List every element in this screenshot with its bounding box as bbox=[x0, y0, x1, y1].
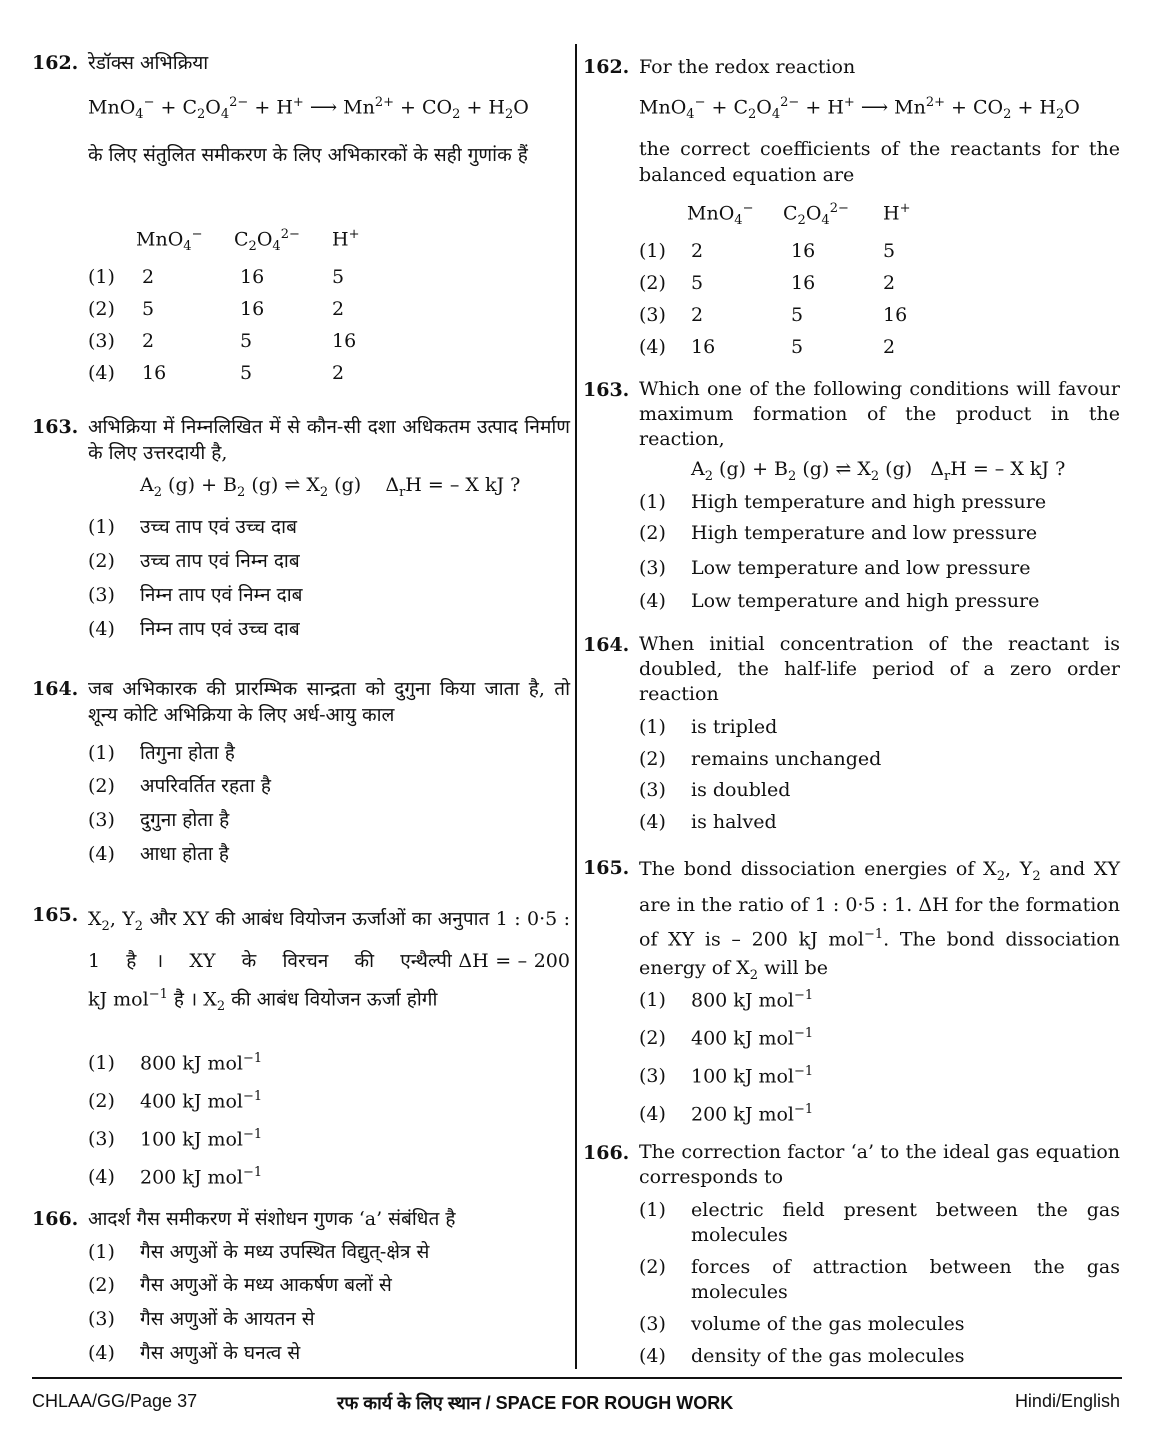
option-1[interactable]: (1) गैस अणुओं के मध्य उपस्थित विद्युत्-क्षेत्र से bbox=[88, 1241, 430, 1263]
question-163-hindi bbox=[32, 414, 570, 640]
equilibrium-equation: $A_2$ $(g) + B_2$ (g) ⇌ $X_2$ (g) $\Delta_rH$ = – X kJ ? bbox=[691, 458, 1066, 484]
option-4[interactable]: (4) गैस अणुओं के घनत्व से bbox=[88, 1342, 301, 1364]
question-166-hindi bbox=[32, 1206, 570, 1364]
option-2-label[interactable]: (2) bbox=[639, 272, 666, 294]
column-divider bbox=[575, 44, 577, 1369]
option-4[interactable]: (4) 200 kJ mol$^{-1}$ bbox=[639, 1102, 814, 1126]
coefficient-cell: 5 bbox=[691, 272, 704, 294]
option-1[interactable]: (1) 800 kJ mol$^{-1}$ bbox=[88, 1051, 263, 1075]
option-4[interactable]: (4) निम्न ताप एवं उच्च दाब bbox=[88, 618, 300, 640]
coefficient-cell: 5 bbox=[332, 266, 345, 288]
option-3[interactable]: (3) is doubled bbox=[639, 779, 791, 801]
question-number: 163. bbox=[32, 416, 79, 438]
question-stem: When initial concentration of the reactant is doubled, the half-life period of a zero order reaction bbox=[639, 633, 1120, 705]
question-162-english bbox=[583, 54, 1120, 358]
coefficient-cell: 2 bbox=[142, 266, 155, 288]
language-label: Hindi/English bbox=[1014, 1391, 1120, 1411]
question-166-english bbox=[583, 1140, 1120, 1369]
option-4-label[interactable]: (4) bbox=[88, 362, 115, 384]
option-2[interactable]: (2) High temperature and low pressure bbox=[639, 522, 1038, 544]
option-3[interactable]: (3) volume of the gas molecules bbox=[639, 1313, 965, 1335]
question-stem: The correction factor ‘a’ to the ideal gas equation corresponds to bbox=[639, 1141, 1120, 1188]
question-stem: The bond dissociation energies of $X_2$, $Y_2$ and XY are in the ratio of 1 : 0·5 : 1. ΔH for the formation of XY is – 200 kJ mol$^{-1}$. The bond dissociation energy of $X_2$ will be bbox=[639, 858, 1120, 983]
coefficient-cell: 16 bbox=[791, 240, 816, 262]
question-number: 164. bbox=[32, 678, 79, 700]
question-number: 165. bbox=[583, 857, 630, 879]
question-stem: जब अभिकारक की प्रारम्भिक सान्द्रता को दुगुना किया जाता है, तो शून्य कोटि अभिक्रिया के लिए अर्ध-आयु काल bbox=[88, 678, 570, 726]
coefficient-cell: 16 bbox=[240, 266, 265, 288]
coefficient-cell: 5 bbox=[240, 330, 253, 352]
question-stem: For the redox reaction bbox=[639, 56, 856, 78]
option-2[interactable]: (2) गैस अणुओं के मध्य आकर्षण बलों से bbox=[88, 1274, 392, 1296]
page-code: CHLAA/GG/Page 37 bbox=[32, 1391, 198, 1411]
option-2[interactable]: (2) अपरिवर्तित रहता है bbox=[88, 775, 271, 797]
col-header-mno4: MnO$_4$− bbox=[687, 201, 754, 229]
coefficient-cell: 2 bbox=[142, 330, 155, 352]
options-list bbox=[639, 1198, 1120, 1369]
question-number: 163. bbox=[583, 379, 630, 401]
coefficient-cell: 2 bbox=[883, 336, 896, 358]
question-stem: Which one of the following conditions will favour maximum formation of the product in the reaction, bbox=[639, 378, 1120, 450]
question-number: 162. bbox=[32, 52, 79, 74]
question-number: 165. bbox=[32, 904, 79, 926]
option-3[interactable]: (3) 100 kJ mol$^{-1}$ bbox=[639, 1064, 814, 1088]
option-1-label[interactable]: (1) bbox=[88, 266, 115, 288]
option-2-label[interactable]: (2) bbox=[88, 298, 115, 320]
option-3-label[interactable]: (3) bbox=[88, 330, 115, 352]
equilibrium-equation: $A_2$ $(g) + B_2$ (g) ⇌ $X_2$ (g) $\Delta_rH$ = – X kJ ? bbox=[140, 474, 521, 500]
question-stem-continued: the correct coefficients of the reactants for the balanced equation are bbox=[639, 138, 1120, 187]
question-163-english bbox=[583, 377, 1120, 612]
col-header-h: H+ bbox=[883, 201, 911, 225]
col-header-h: H+ bbox=[332, 227, 360, 251]
col-header-c2o4: $C_2O_4^{2-}$ bbox=[234, 227, 300, 255]
question-164-english bbox=[583, 632, 1120, 833]
question-number: 166. bbox=[583, 1142, 630, 1164]
option-3-label[interactable]: (3) bbox=[639, 304, 666, 326]
option-3[interactable]: (3) 100 kJ mol$^{-1}$ bbox=[88, 1127, 263, 1151]
question-stem: रेडॉक्स अभिक्रिया bbox=[88, 52, 209, 74]
col-header-c2o4: $C_2O_4^{2-}$ bbox=[783, 201, 849, 229]
option-1[interactable]: (1) electric field present between the gas molecules bbox=[639, 1199, 1120, 1246]
option-2[interactable]: (2) उच्च ताप एवं निम्न दाब bbox=[88, 550, 300, 572]
question-stem: आदर्श गैस समीकरण में संशोधन गुणक ‘a’ संबंधित है bbox=[88, 1208, 456, 1230]
coefficient-cell: 2 bbox=[691, 304, 704, 326]
option-3[interactable]: (3) दुगुना होता है bbox=[88, 809, 230, 831]
coefficient-cell: 16 bbox=[691, 336, 716, 358]
coefficient-cell: 5 bbox=[883, 240, 896, 262]
option-2[interactable]: (2) 400 kJ mol$^{-1}$ bbox=[639, 1026, 814, 1050]
question-165-hindi bbox=[32, 902, 570, 1189]
option-1[interactable]: (1) 800 kJ mol$^{-1}$ bbox=[639, 988, 814, 1012]
coefficient-cell: 5 bbox=[142, 298, 155, 320]
option-4[interactable]: (4) 200 kJ mol$^{-1}$ bbox=[88, 1165, 263, 1189]
coefficient-cell: 16 bbox=[883, 304, 908, 326]
option-4[interactable]: (4) आधा होता है bbox=[88, 843, 229, 865]
question-164-hindi bbox=[32, 676, 570, 865]
option-3[interactable]: (3) गैस अणुओं के आयतन से bbox=[88, 1308, 315, 1330]
redox-equation: $MnO_4^- + C_2O_4^{2-} + H^+$ ⟶ $Mn^{2+} + CO_2 + H_2O$ bbox=[88, 95, 529, 123]
question-number: 164. bbox=[583, 634, 630, 656]
option-2[interactable]: (2) remains unchanged bbox=[639, 748, 882, 770]
option-4-label[interactable]: (4) bbox=[639, 336, 666, 358]
option-2[interactable]: (2) 400 kJ mol$^{-1}$ bbox=[88, 1089, 263, 1113]
question-165-english bbox=[583, 855, 1120, 1126]
coefficient-cell: 16 bbox=[240, 298, 265, 320]
page-footer bbox=[0, 1377, 1152, 1445]
question-stem: $X_2$, $Y_2$ और XY की आबंध वियोजन ऊर्जाओं का अनुपात 1 : 0·5 : 1 है । XY के विरचन की एन्थैल्पी ΔH = – 200 kJ mol$^{-1}$ है । $X_2$ की आबंध वियोजन ऊर्जा होगी bbox=[88, 908, 570, 1014]
option-4[interactable]: (4) is halved bbox=[639, 811, 777, 833]
col-header-mno4: MnO$_4$− bbox=[136, 227, 203, 255]
option-1[interactable]: (1) High temperature and high pressure bbox=[639, 491, 1047, 513]
coefficient-cell: 5 bbox=[240, 362, 253, 384]
question-stem: अभिक्रिया में निम्नलिखित में से कौन-सी दशा अधिकतम उत्पाद निर्माण के लिए उत्तरदायी है, bbox=[88, 416, 570, 464]
option-1-label[interactable]: (1) bbox=[639, 240, 666, 262]
question-number: 166. bbox=[32, 1208, 79, 1230]
option-4[interactable]: (4) density of the gas molecules bbox=[639, 1345, 965, 1367]
question-162-hindi bbox=[32, 50, 570, 390]
option-4[interactable]: (4) Low temperature and high pressure bbox=[639, 590, 1040, 612]
option-1[interactable]: (1) उच्च ताप एवं उच्च दाब bbox=[88, 516, 297, 538]
option-3[interactable]: (3) निम्न ताप एवं निम्न दाब bbox=[88, 584, 303, 606]
coefficient-cell: 5 bbox=[791, 304, 804, 326]
option-3[interactable]: (3) Low temperature and low pressure bbox=[639, 557, 1031, 579]
question-number: 162. bbox=[583, 56, 630, 78]
coefficient-cell: 16 bbox=[332, 330, 357, 352]
option-2[interactable]: (2) forces of attraction between the gas molecules bbox=[639, 1256, 1120, 1303]
redox-equation: $MnO_4^- + C_2O_4^{2-} + H^+$ ⟶ $Mn^{2+} + CO_2 + H_2O$ bbox=[639, 95, 1080, 123]
coefficient-cell: 16 bbox=[791, 272, 816, 294]
coefficient-cell: 2 bbox=[332, 298, 345, 320]
footer-rule bbox=[32, 1377, 1122, 1379]
coefficient-cell: 2 bbox=[883, 272, 896, 294]
rough-work-label: रफ कार्य के लिए स्थान / SPACE FOR ROUGH WORK bbox=[337, 1393, 734, 1413]
coefficient-cell: 5 bbox=[791, 336, 804, 358]
option-1[interactable]: (1) तिगुना होता है bbox=[88, 742, 235, 764]
option-1[interactable]: (1) is tripled bbox=[639, 716, 778, 738]
coefficient-cell: 2 bbox=[332, 362, 345, 384]
coefficient-cell: 2 bbox=[691, 240, 704, 262]
coefficient-cell: 16 bbox=[142, 362, 167, 384]
question-stem-continued: के लिए संतुलित समीकरण के लिए अभिकारकों के सही गुणांक हैं bbox=[88, 144, 528, 167]
